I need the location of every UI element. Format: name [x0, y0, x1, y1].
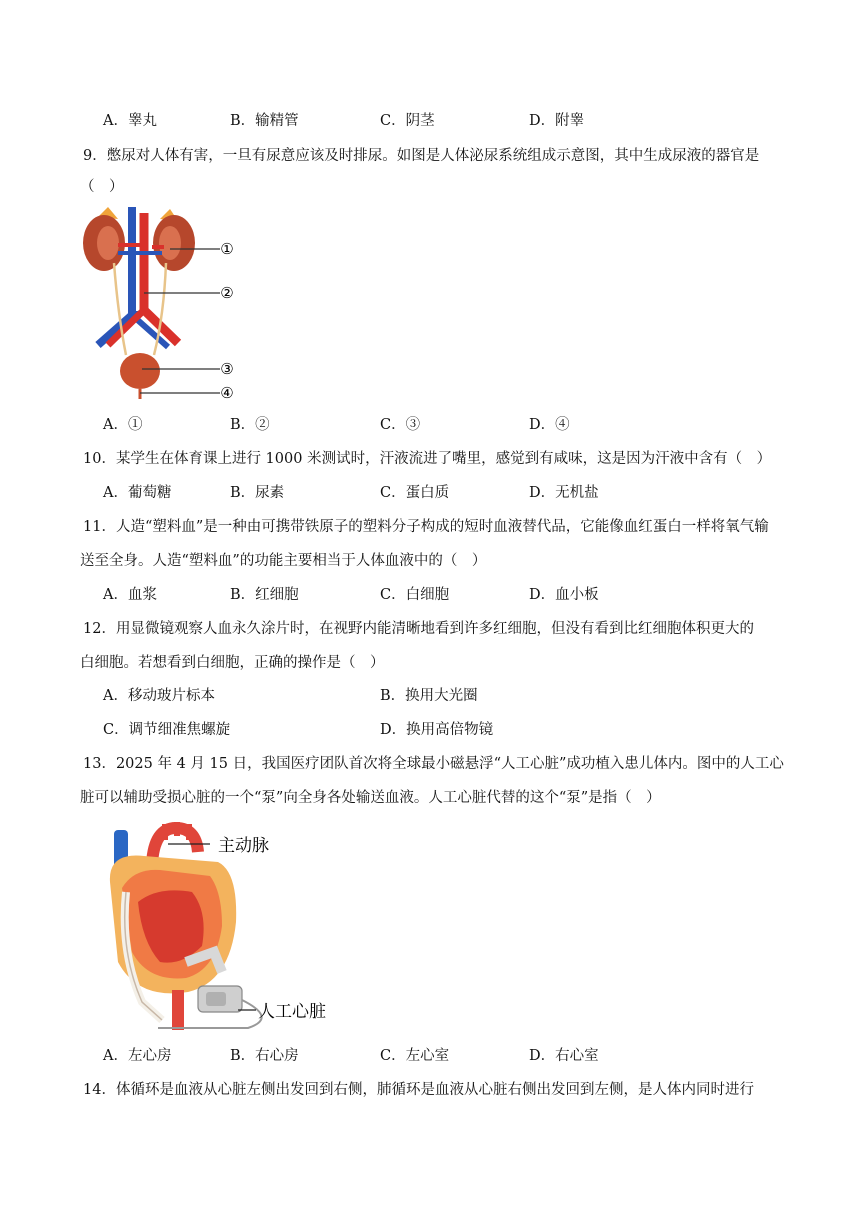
q9-option-b[interactable]: B．② — [230, 417, 270, 433]
q11-options — [0, 585, 860, 605]
artificial-heart-figure — [98, 822, 338, 1034]
q11-option-a[interactable]: A．血浆 — [103, 587, 157, 603]
q14-stem-line1: 14．体循环是血液从心脏左侧出发回到右侧，肺循环是血液从心脏右侧出发回到左侧，是人体内同时进行 — [83, 1082, 754, 1098]
q13-option-c[interactable]: C．左心室 — [380, 1048, 450, 1064]
q12-options-row1 — [0, 686, 860, 706]
q8-option-a[interactable]: A．睾丸 — [103, 113, 157, 129]
q13-option-d[interactable]: D．右心室 — [529, 1048, 599, 1064]
q9-stem-line1: 9．憋尿对人体有害，一旦有尿意应该及时排尿。如图是人体泌尿系统组成示意图，其中生成尿液的器官是 — [83, 148, 760, 164]
descending-aorta — [172, 990, 184, 1030]
q10-option-c[interactable]: C．蛋白质 — [380, 485, 450, 501]
q13-option-b[interactable]: B．右心房 — [230, 1048, 299, 1064]
q12-option-a[interactable]: A．移动玻片标本 — [103, 688, 215, 704]
q10-option-b[interactable]: B．尿素 — [230, 485, 285, 501]
q11-stem-line2: 送至全身。人造“塑料血”的功能主要相当于人体血液中的（ ） — [80, 553, 487, 569]
q9-option-d[interactable]: D．④ — [529, 417, 570, 433]
fig13-label-artificial-heart: 人工心脏 — [258, 1002, 326, 1022]
q10-option-d[interactable]: D．无机盐 — [529, 485, 599, 501]
q13-options — [0, 1046, 860, 1066]
q13-stem-line2: 脏可以辅助受损心脏的一个“泵”向全身各处输送血液。人工心脏代替的这个“泵”是指（ ） — [80, 790, 661, 806]
q11-option-b[interactable]: B．红细胞 — [230, 587, 299, 603]
q8-option-d[interactable]: D．附睾 — [529, 113, 585, 129]
q8-option-c[interactable]: C．阴茎 — [380, 113, 435, 129]
q8-options — [0, 111, 860, 131]
bladder — [120, 353, 160, 389]
q9-option-c[interactable]: C．③ — [380, 417, 421, 433]
q11-option-c[interactable]: C．白细胞 — [380, 587, 450, 603]
q12-option-b[interactable]: B．换用大光圈 — [380, 688, 478, 704]
q10-stem-line1: 10．某学生在体育课上进行 1000 米测试时，汗液流进了嘴里，感觉到有咸味，这是因为汗液中含有（ ） — [83, 451, 772, 467]
q13-option-a[interactable]: A．左心房 — [103, 1048, 172, 1064]
q10-options — [0, 483, 860, 503]
fig13-label-aorta: 主动脉 — [218, 836, 269, 856]
q12-stem-line1: 12．用显微镜观察人血永久涂片时，在视野内能清晰地看到许多红细胞，但没有看到比红细胞体积更大的 — [83, 621, 754, 637]
fig9-label-2: ② — [220, 284, 234, 302]
q9-option-a[interactable]: A．① — [103, 417, 143, 433]
q12-options-row2 — [0, 720, 860, 740]
fig9-label-4: ④ — [220, 384, 234, 402]
q12-option-d[interactable]: D．换用高倍物镜 — [380, 722, 494, 738]
q8-option-b[interactable]: B．输精管 — [230, 113, 299, 129]
q11-stem-line1: 11．人造“塑料血”是一种由可携带铁原子的塑料分子构成的短时血液替代品，它能像血红蛋白一样将氧气输 — [83, 519, 769, 535]
fig9-label-3: ③ — [220, 360, 234, 378]
q9-stem-line2: （ ） — [80, 179, 124, 195]
q11-option-d[interactable]: D．血小板 — [529, 587, 599, 603]
urinary-system-figure — [78, 205, 248, 405]
fig9-label-1: ① — [220, 240, 234, 258]
q12-option-c[interactable]: C．调节细准焦螺旋 — [103, 722, 231, 738]
q9-options — [0, 415, 860, 435]
q13-stem-line1: 13．2025 年 4 月 15 日，我国医疗团队首次将全球最小磁悬浮“人工心脏”成功植入患儿体内。图中的人工心 — [83, 756, 784, 772]
q10-option-a[interactable]: A．葡萄糖 — [103, 485, 172, 501]
q12-stem-line2: 白细胞。若想看到白细胞，正确的操作是（ ） — [80, 655, 385, 671]
